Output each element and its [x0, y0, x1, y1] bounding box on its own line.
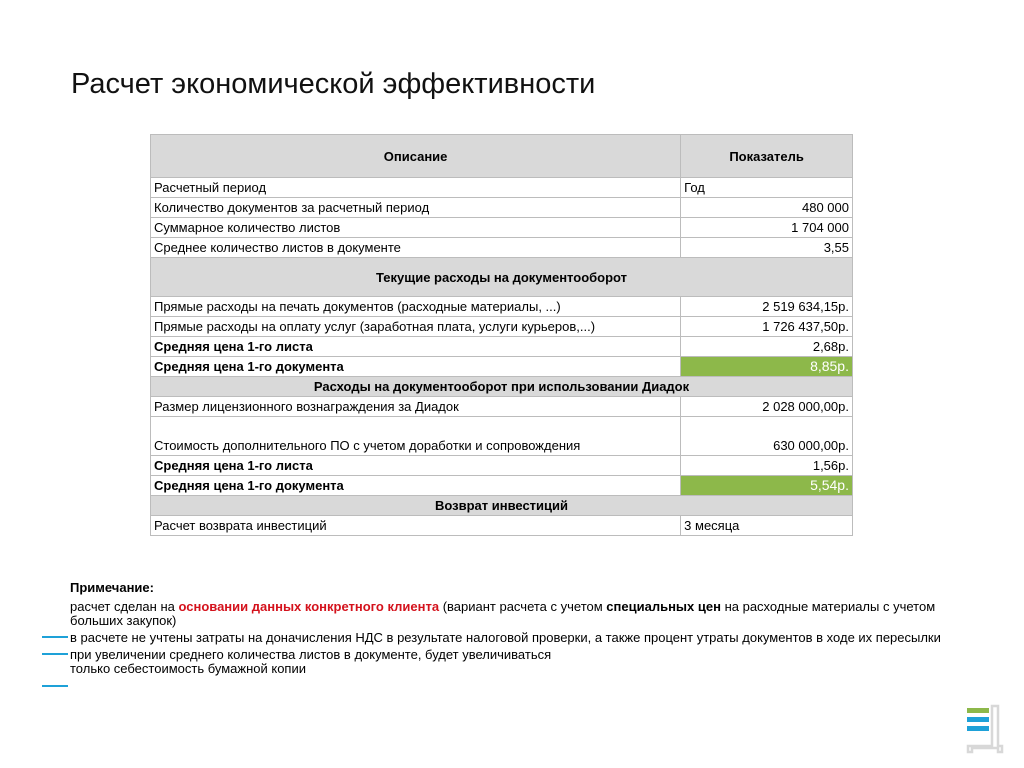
table-header-row [151, 135, 853, 178]
column-header-value: Показатель [681, 135, 853, 178]
bullet-dash [42, 685, 68, 687]
note-text: на расходные материалы с учетом больших закупок) [70, 599, 936, 628]
section-header-diadoc-expenses [151, 377, 853, 397]
column-header-description: Описание [151, 135, 681, 178]
notes-title: Примечание: [70, 580, 154, 595]
row-label: Прямые расходы на печать документов (расходные материалы, ...) [151, 297, 681, 317]
row-value: 1,56р. [681, 456, 853, 476]
table-row [151, 417, 853, 456]
bullet-dash [42, 636, 68, 638]
table-row [151, 397, 853, 417]
row-value: 1 704 000 [681, 218, 853, 238]
row-label: Стоимость дополнительного ПО с учетом доработки и сопровождения [151, 417, 681, 456]
efficiency-table [150, 134, 853, 536]
section-label: Расходы на документооборот при использовании Диадок [151, 377, 853, 397]
note-highlight-bold: специальных цен [606, 599, 721, 614]
section-header-roi [151, 496, 853, 516]
note-text: расчет сделан на [70, 599, 179, 614]
section-label: Возврат инвестиций [151, 496, 853, 516]
row-label: Среднее количество листов в документе [151, 238, 681, 258]
notes-block [70, 581, 988, 679]
table-row [151, 337, 853, 357]
logo-bar-blue-1 [967, 717, 989, 722]
table-row [151, 456, 853, 476]
highlighted-value: 5,54р. [681, 476, 853, 496]
row-value: 2 519 634,15р. [681, 297, 853, 317]
row-label: Расчетный период [151, 178, 681, 198]
row-value: 1 726 437,50р. [681, 317, 853, 337]
note-item [70, 631, 988, 645]
row-label: Средняя цена 1-го листа [151, 337, 681, 357]
table-row [151, 317, 853, 337]
row-value: 2,68р. [681, 337, 853, 357]
row-label: Средняя цена 1-го листа [151, 456, 681, 476]
note-item [70, 648, 988, 676]
row-value: 3 месяца [681, 516, 853, 536]
logo-bar-blue-2 [967, 726, 989, 731]
row-label: Суммарное количество листов [151, 218, 681, 238]
bullet-dash [42, 653, 68, 655]
row-value: Год [681, 178, 853, 198]
document-stack-logo-icon [964, 704, 1004, 754]
note-text: (вариант расчета с учетом [439, 599, 607, 614]
section-header-current-expenses [151, 258, 853, 297]
table-row [151, 357, 853, 377]
row-value: 480 000 [681, 198, 853, 218]
table-row [151, 198, 853, 218]
page-title: Расчет экономической эффективности [71, 68, 596, 100]
note-highlight-red: основании данных конкретного клиента [178, 599, 440, 614]
row-label: Средняя цена 1-го документа [151, 476, 681, 496]
table-row [151, 218, 853, 238]
row-label: Прямые расходы на оплату услуг (заработная плата, услуги курьеров,...) [151, 317, 681, 337]
logo-bar-green [967, 708, 989, 713]
table-row [151, 476, 853, 496]
section-label: Текущие расходы на документооборот [151, 258, 853, 297]
table-row [151, 238, 853, 258]
row-label: Количество документов за расчетный период [151, 198, 681, 218]
row-value: 3,55 [681, 238, 853, 258]
table-row [151, 516, 853, 536]
row-label: Средняя цена 1-го документа [151, 357, 681, 377]
row-label: Размер лицензионного вознаграждения за Диадок [151, 397, 681, 417]
note-text: в расчете не учтены затраты на доначисления НДС в результате налоговой проверки, а также процент утраты документов в ходе их пересылки [70, 630, 941, 645]
table-row [151, 297, 853, 317]
highlighted-value: 8,85р. [681, 357, 853, 377]
row-label: Расчет возврата инвестиций [151, 516, 681, 536]
note-text: только себестоимость бумажной копии [70, 661, 306, 676]
row-value: 2 028 000,00р. [681, 397, 853, 417]
row-value: 630 000,00р. [681, 417, 853, 456]
note-text: при увеличении среднего количества листов в документе, будет увеличиваться [70, 647, 552, 662]
note-item [70, 600, 988, 628]
table-row [151, 178, 853, 198]
